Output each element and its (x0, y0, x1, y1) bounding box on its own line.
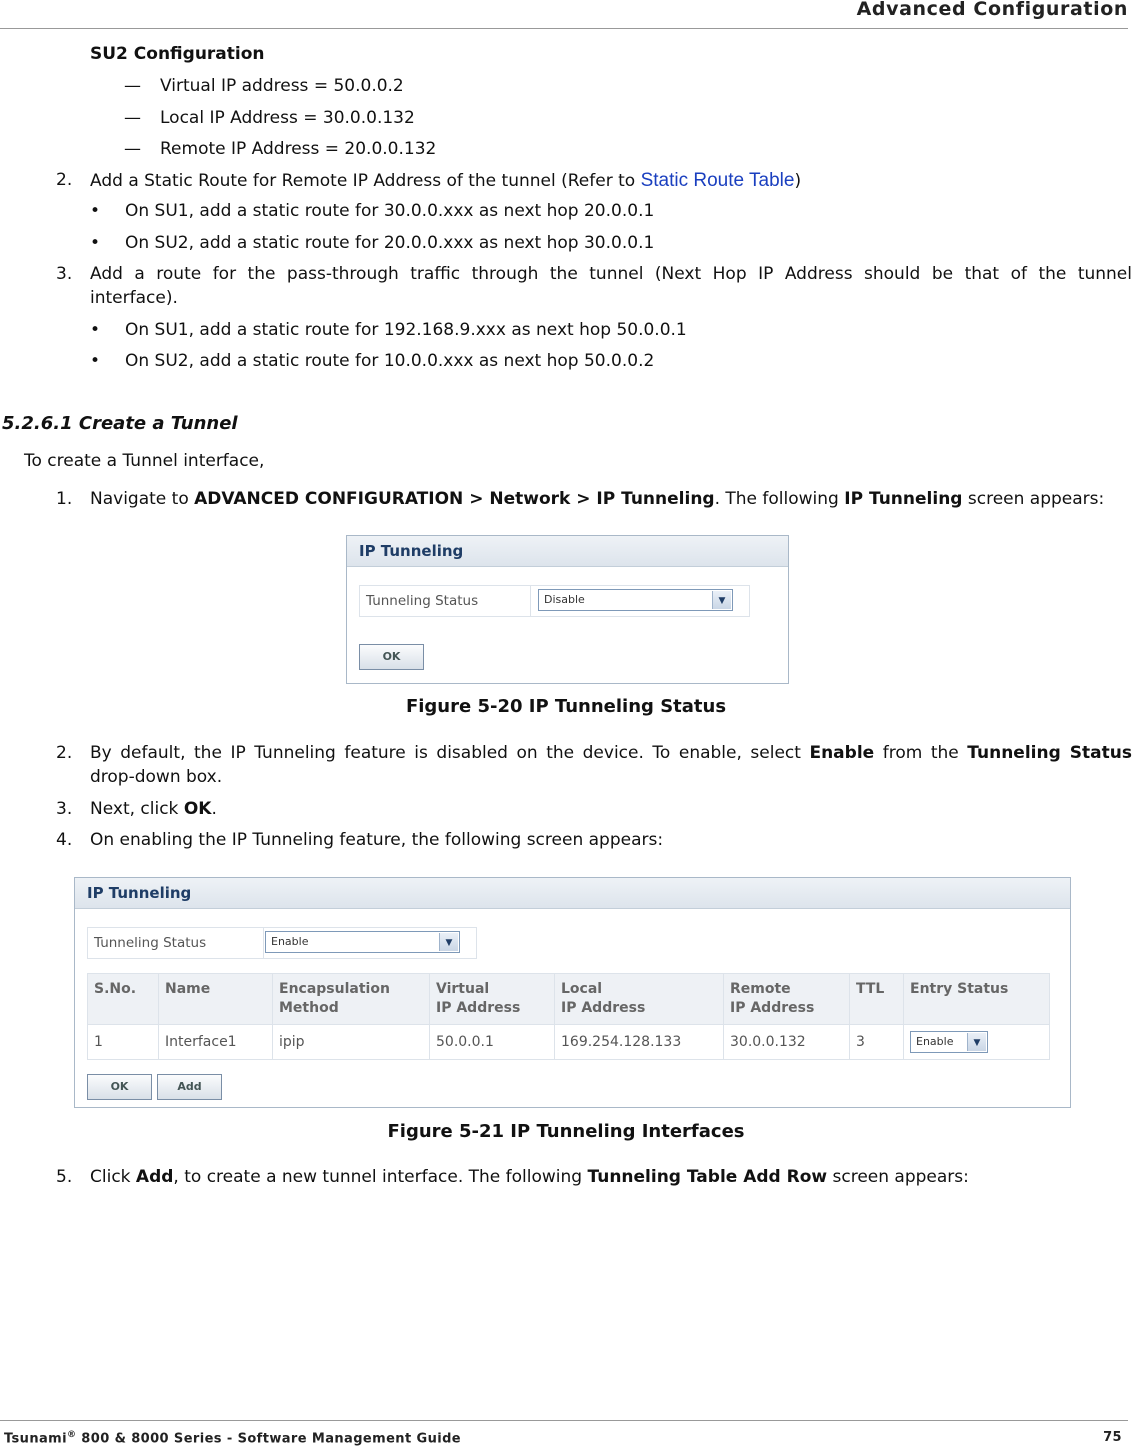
proc-step1-path: ADVANCED CONFIGURATION > Network > IP Tunneling (194, 489, 715, 509)
section-intro: To create a Tunnel interface, (24, 451, 265, 471)
step-number: 1. (56, 489, 73, 509)
proc-step5-e: screen appears: (827, 1167, 969, 1187)
panel-title: IP Tunneling (75, 878, 1070, 909)
tunneling-status-label: Tunneling Status (359, 585, 531, 617)
footer-brand: Tsunami (4, 1431, 67, 1447)
footer-title (4, 1430, 461, 1446)
column-header-sno: S.No. (88, 974, 159, 1025)
su2-item-dash: — (124, 108, 141, 128)
proc-step1-text (90, 489, 1104, 509)
header-rule (0, 28, 1128, 29)
proc-step3-a: Next, click (90, 799, 184, 819)
cell-local-ip: 169.254.128.133 (555, 1025, 724, 1060)
column-header-entry-status: Entry Status (904, 974, 1050, 1025)
entry-status-select[interactable] (910, 1031, 988, 1053)
step2-text-after: ) (794, 171, 802, 191)
entry-status-value: Enable (916, 1035, 954, 1048)
su2-item-virtual: Virtual IP address = 50.0.0.2 (160, 76, 404, 96)
proc-step3-ok: OK (183, 799, 212, 819)
proc-step2-status: Tunneling Status (967, 743, 1132, 763)
ip-tunneling-interfaces-panel (74, 877, 1071, 1108)
step-number: 3. (56, 264, 73, 284)
ip-tunneling-status-panel (346, 535, 789, 684)
step-number: 4. (56, 830, 73, 850)
add-button[interactable]: Add (157, 1074, 222, 1100)
step2-bullet-su2: On SU2, add a static route for 20.0.0.xxx as next hop 30.0.0.1 (125, 233, 655, 253)
proc-step5-a: Click (90, 1167, 136, 1187)
cell-name: Interface1 (159, 1025, 273, 1060)
column-header-remote-ip: Remote IP Address (724, 974, 850, 1025)
proc-step1-c: . The following (714, 489, 845, 509)
proc-step2-c: from the (874, 743, 968, 763)
ok-button[interactable]: OK (359, 644, 424, 670)
footer-reg: ® (66, 1430, 77, 1440)
proc-step3-c: . (211, 799, 217, 819)
section-title: 5.2.6.1 Create a Tunnel (2, 413, 238, 434)
proc-step1-a: Navigate to (90, 489, 195, 509)
panel-title: IP Tunneling (347, 536, 788, 567)
ok-button[interactable]: OK (87, 1074, 152, 1100)
bullet-icon: • (90, 233, 101, 253)
column-header-encapsulation: Encapsulation Method (273, 974, 430, 1025)
su2-item-remote: Remote IP Address = 20.0.0.132 (160, 139, 437, 159)
page-number: 75 (1103, 1430, 1122, 1445)
tunneling-status-label: Tunneling Status (87, 927, 264, 959)
table-row (88, 1025, 1050, 1060)
cell-virtual-ip: 50.0.0.1 (430, 1025, 555, 1060)
step-number: 3. (56, 799, 73, 819)
column-header-ttl: TTL (850, 974, 904, 1025)
column-header-name: Name (159, 974, 273, 1025)
proc-step2-line2: drop-down box. (90, 767, 223, 787)
step2-text (90, 170, 801, 192)
static-route-table-link[interactable]: Static Route Table (640, 170, 795, 191)
tunnel-interfaces-table (87, 973, 1050, 1060)
chevron-down-icon: ▼ (439, 933, 458, 951)
chevron-down-icon: ▼ (967, 1033, 986, 1051)
proc-step5-text (90, 1167, 969, 1187)
cell-entry-status (904, 1025, 1050, 1060)
column-header-virtual-ip: Virtual IP Address (430, 974, 555, 1025)
proc-step2-line1 (90, 743, 1132, 763)
proc-step2-a: By default, the IP Tunneling feature is disabled on the device. To enable, select (90, 743, 810, 763)
page-header-title: Advanced Configuration (856, 0, 1128, 20)
column-header-local-ip: Local IP Address (555, 974, 724, 1025)
tunneling-status-value: Enable (271, 935, 309, 948)
step-number: 2. (56, 170, 73, 190)
su2-item-dash: — (124, 76, 141, 96)
step2-text-before: Add a Static Route for Remote IP Address of the tunnel (Refer to (90, 171, 641, 191)
figure-caption: Figure 5-21 IP Tunneling Interfaces (387, 1121, 745, 1142)
tunneling-status-value: Disable (544, 593, 585, 606)
step3-bullet-su2: On SU2, add a static route for 10.0.0.xxx as next hop 50.0.0.2 (125, 351, 655, 371)
step3-line1: Add a route for the pass-through traffic through the tunnel (Next Hop IP Address should be that of the tunnel (90, 264, 1132, 284)
su2-item-local: Local IP Address = 30.0.0.132 (160, 108, 415, 128)
bullet-icon: • (90, 201, 101, 221)
proc-step5-c: , to create a new tunnel interface. The following (173, 1167, 588, 1187)
proc-step1-e: screen appears: (962, 489, 1105, 509)
cell-sno: 1 (88, 1025, 159, 1060)
chevron-down-icon: ▼ (712, 591, 731, 609)
su2-item-dash: — (124, 139, 141, 159)
table-header-row (88, 974, 1050, 1025)
step-number: 2. (56, 743, 73, 763)
proc-step4-text: On enabling the IP Tunneling feature, the following screen appears: (90, 830, 664, 850)
step3-bullet-su1: On SU1, add a static route for 192.168.9.xxx as next hop 50.0.0.1 (125, 320, 687, 340)
proc-step3-text (90, 799, 217, 819)
figure-caption: Figure 5-20 IP Tunneling Status (405, 696, 727, 717)
su2-heading: SU2 Configuration (90, 44, 265, 64)
proc-step5-add: Add (135, 1167, 174, 1187)
tunneling-status-select[interactable] (265, 931, 460, 953)
cell-method: ipip (273, 1025, 430, 1060)
cell-ttl: 3 (850, 1025, 904, 1060)
footer-rule (0, 1420, 1128, 1421)
step2-bullet-su1: On SU1, add a static route for 30.0.0.xxx as next hop 20.0.0.1 (125, 201, 655, 221)
step3-line2: interface). (90, 288, 178, 308)
bullet-icon: • (90, 351, 101, 371)
cell-remote-ip: 30.0.0.132 (724, 1025, 850, 1060)
proc-step1-screen: IP Tunneling (844, 489, 963, 509)
step-number: 5. (56, 1167, 73, 1187)
proc-step2-enable: Enable (809, 743, 875, 763)
tunneling-status-select[interactable] (538, 589, 733, 611)
bullet-icon: • (90, 320, 101, 340)
proc-step5-screen: Tunneling Table Add Row (587, 1167, 828, 1187)
footer-rest: 800 & 8000 Series - Software Management Guide (76, 1431, 462, 1447)
